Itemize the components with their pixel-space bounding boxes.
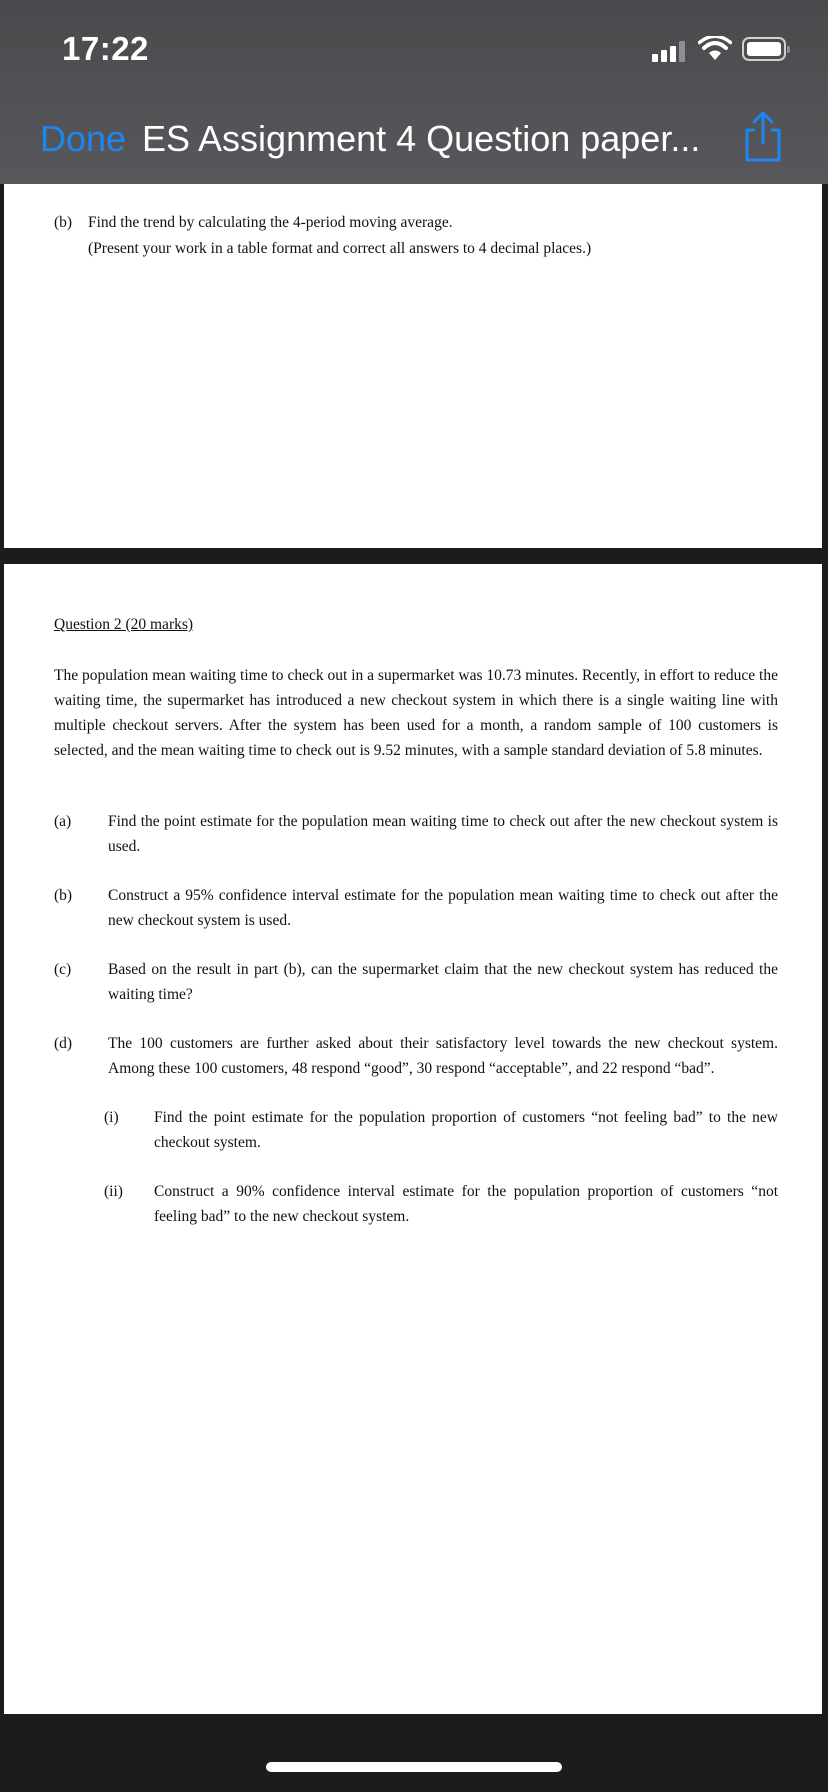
- subpart-text: Find the point estimate for the population proportion of customers “not feeling bad” to the new checkout system.: [154, 1109, 778, 1151]
- share-icon[interactable]: [740, 110, 786, 164]
- question-heading: Question 2 (20 marks): [54, 616, 194, 633]
- part-label: (b): [54, 214, 73, 231]
- part-text: Construct a 95% confidence interval estimate for the population mean waiting time to check out after the new checkout system is used.: [108, 887, 778, 929]
- battery-icon: [742, 37, 786, 61]
- top-bar: [0, 0, 828, 184]
- question-intro: The population mean waiting time to check out in a supermarket was 10.73 minutes. Recently, in effort to reduce the waiting time, the supermarket has introduced a new checkout system in which there is a single waiting line with multiple checkout servers. After the system has been used for a month, a random sample of 100 customers is selected, and the mean waiting time to check out is 9.52 minutes, with a sample standard deviation of 5.8 minutes.: [54, 667, 778, 759]
- pdf-page-1: [4, 184, 822, 548]
- part-label: (a): [54, 813, 72, 830]
- part-text: Find the point estimate for the population mean waiting time to check out after the new checkout system is used.: [108, 813, 778, 855]
- home-indicator[interactable]: [266, 1762, 562, 1772]
- wifi-icon: [698, 36, 732, 62]
- part-label: (b): [54, 887, 73, 904]
- subpart-text: Construct a 90% confidence interval estimate for the population proportion of customers “not feeling bad” to the new checkout system.: [154, 1183, 778, 1225]
- subpart-label: (ii): [104, 1183, 123, 1200]
- part-text: The 100 customers are further asked about their satisfactory level towards the new checkout system. Among these 100 customers, 48 respond “good”, 30 respond “acceptable”, and 22 respond “bad”.: [108, 1035, 778, 1077]
- done-button[interactable]: Done: [40, 118, 127, 159]
- subpart-label: (i): [104, 1109, 119, 1126]
- question-text: Find the trend by calculating the 4-period moving average.: [88, 214, 453, 231]
- status-time: 17:22: [62, 30, 149, 67]
- pdf-page-2: [4, 564, 822, 1714]
- part-text: Based on the result in part (b), can the supermarket claim that the new checkout system has reduced the waiting time?: [108, 961, 778, 1003]
- question-note: (Present your work in a table format and correct all answers to 4 decimal places.): [88, 240, 592, 257]
- part-label: (d): [54, 1035, 73, 1052]
- document-title: ES Assignment 4 Question paper...: [142, 118, 701, 159]
- cellular-signal-icon: [652, 40, 688, 62]
- part-label: (c): [54, 961, 72, 978]
